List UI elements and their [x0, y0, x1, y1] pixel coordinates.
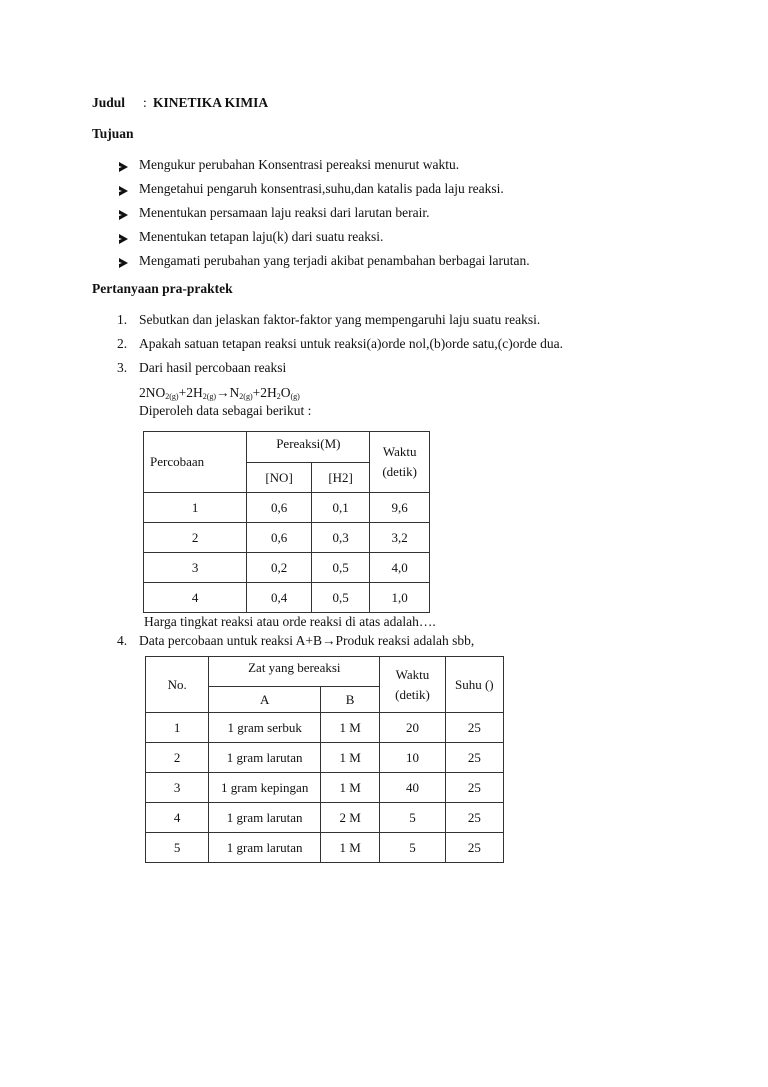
cell: 1: [146, 713, 209, 743]
header-no: No.: [146, 657, 209, 713]
cell: 2 M: [320, 803, 379, 833]
cell: 25: [445, 803, 503, 833]
cell: 1 gram serbuk: [209, 713, 321, 743]
question-3: Dari hasil percobaan reaksi: [139, 360, 287, 375]
question-number: 3.: [117, 360, 128, 375]
header-waktu: Waktu (detik): [370, 432, 430, 493]
question-4: Data percobaan untuk reaksi A+B→Produk reaksi adalah sbb,: [139, 633, 475, 648]
header-suhu: Suhu (): [445, 657, 503, 713]
reaction-equation: $2NO_{2(g)}+2H_{2(g)}\to N_{2(g)}+2H_2O_{(g)}$: [139, 385, 300, 401]
table-experiment-data: [145, 656, 504, 863]
header-pereaksi: Pereaksi(M): [247, 432, 370, 463]
cell: 0,4: [247, 583, 312, 613]
cell: 25: [445, 833, 503, 863]
cell: 2: [146, 743, 209, 773]
table-row: [144, 523, 430, 553]
table-row: [144, 583, 430, 613]
cell: 1 M: [320, 713, 379, 743]
judul-separator: :: [143, 95, 147, 110]
cell: 1 M: [320, 743, 379, 773]
cell: 1 M: [320, 773, 379, 803]
arrow-bullet-icon: [119, 210, 128, 220]
pertanyaan-heading: Pertanyaan pra-praktek: [92, 281, 233, 296]
cell: 0,2: [247, 553, 312, 583]
table-row: [146, 713, 504, 743]
header-percobaan: Percobaan: [144, 432, 247, 493]
cell: 1 gram larutan: [209, 833, 321, 863]
cell: 9,6: [370, 493, 430, 523]
cell: 10: [380, 743, 445, 773]
judul-label: Judul: [92, 95, 126, 110]
cell: 0,5: [311, 583, 370, 613]
table-row: [144, 493, 430, 523]
data-intro: Diperoleh data sebagai berikut :: [139, 403, 312, 418]
cell: 1 gram kepingan: [209, 773, 321, 803]
cell: 1 gram larutan: [209, 803, 321, 833]
table-reaction-data: [143, 431, 430, 613]
arrow-bullet-icon: [119, 234, 128, 244]
cell: 0,1: [311, 493, 370, 523]
cell: 4,0: [370, 553, 430, 583]
table-header-row: [144, 432, 430, 463]
cell: 4: [146, 803, 209, 833]
table-row: [146, 773, 504, 803]
cell: 5: [146, 833, 209, 863]
cell: 0,6: [247, 493, 312, 523]
tujuan-heading: Tujuan: [92, 126, 134, 141]
arrow-bullet-icon: [119, 186, 128, 196]
header-waktu: Waktu (detik): [380, 657, 445, 713]
header-zat: Zat yang bereaksi: [209, 657, 380, 687]
question-3-followup: Harga tingkat reaksi atau orde reaksi di atas adalah….: [144, 614, 436, 629]
judul-value: KINETIKA KIMIA: [153, 95, 269, 110]
table-row: [146, 743, 504, 773]
cell: 1,0: [370, 583, 430, 613]
cell: 25: [445, 713, 503, 743]
cell: 25: [445, 743, 503, 773]
header-b: B: [320, 687, 379, 713]
tujuan-item: Mengamati perubahan yang terjadi akibat penambahan berbagai larutan.: [139, 253, 530, 268]
cell: 0,3: [311, 523, 370, 553]
tujuan-item: Menentukan tetapan laju(k) dari suatu reaksi.: [139, 229, 384, 244]
cell: 5: [380, 833, 445, 863]
header-h2: [H2]: [311, 463, 370, 493]
cell: 1 gram larutan: [209, 743, 321, 773]
table-row: [144, 553, 430, 583]
question-2: Apakah satuan tetapan reaksi untuk reaksi(a)orde nol,(b)orde satu,(c)orde dua.: [139, 336, 563, 351]
question-number: 1.: [117, 312, 128, 327]
cell: 0,5: [311, 553, 370, 583]
header-a: A: [209, 687, 321, 713]
tujuan-item: Mengetahui pengaruh konsentrasi,suhu,dan katalis pada laju reaksi.: [139, 181, 504, 196]
tujuan-item: Menentukan persamaan laju reaksi dari larutan berair.: [139, 205, 430, 220]
question-number: 4.: [117, 633, 128, 648]
table-row: [146, 833, 504, 863]
cell: 0,6: [247, 523, 312, 553]
cell: 25: [445, 773, 503, 803]
cell: 40: [380, 773, 445, 803]
cell: 3: [146, 773, 209, 803]
cell: 2: [144, 523, 247, 553]
cell: 3,2: [370, 523, 430, 553]
table-row: [146, 803, 504, 833]
cell: 4: [144, 583, 247, 613]
arrow-bullet-icon: [119, 162, 128, 172]
cell: 20: [380, 713, 445, 743]
cell: 1: [144, 493, 247, 523]
table-header-row: [146, 657, 504, 687]
cell: 5: [380, 803, 445, 833]
cell: 1 M: [320, 833, 379, 863]
tujuan-item: Mengukur perubahan Konsentrasi pereaksi menurut waktu.: [139, 157, 460, 172]
cell: 3: [144, 553, 247, 583]
question-1: Sebutkan dan jelaskan faktor-faktor yang mempengaruhi laju suatu reaksi.: [139, 312, 541, 327]
arrow-bullet-icon: [119, 258, 128, 268]
question-number: 2.: [117, 336, 128, 351]
header-no: [NO]: [247, 463, 312, 493]
